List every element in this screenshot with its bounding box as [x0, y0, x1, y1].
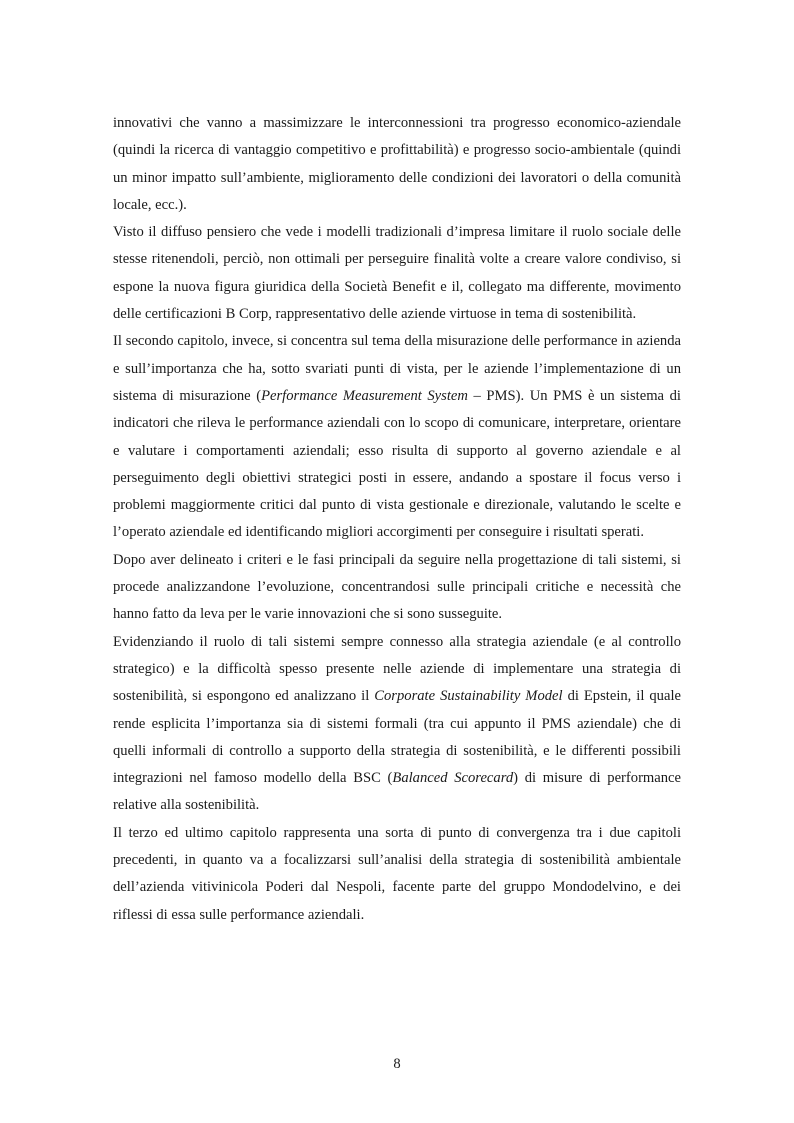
body-text — [113, 110, 681, 929]
csm-term: Corporate Sustainability Model — [374, 688, 563, 705]
paragraph-6: Il terzo ed ultimo capitolo rappresenta una sorta di punto di convergenza tra i due capitoli precedenti, in quanto va a focalizzarsi sull’analisi della strategia di sostenibilità ambientale dell’azienda vitivinicola Poderi dal Nespoli, facente parte del gruppo Mondodelvino, e dei riflessi di essa sulle performance aziendali. — [113, 824, 681, 923]
paragraph-4: Dopo aver delineato i criteri e le fasi principali da seguire nella progettazione di tali sistemi, si procede analizzandone l’evoluzione, concentrandosi sulle principali critiche e necessità che hanno fatto da leva per le varie innovazioni che si sono susseguite. — [113, 551, 681, 623]
paragraph-2: Visto il diffuso pensiero che vede i modelli tradizionali d’impresa limitare il ruolo sociale delle stesse ritenendoli, perciò, non ottimali per perseguire finalità volte a creare valore condiviso, si espone la nuova figura giuridica della Società Benefit e il, collegato ma differente, movimento delle certificazioni B Corp, rappresentativo delle aziende virtuose in tema di sostenibilità. — [113, 224, 681, 323]
paragraph-3 — [113, 328, 681, 546]
paragraph-5-part-a: Evidenziando il ruolo di tali sistemi sempre connesso alla strategia aziendale (e al controllo strategico) e la difficoltà spesso presente nelle aziende di implementare una strategia di sostenibilità, si espongono ed analizzano il — [113, 633, 681, 705]
paragraph-3-part-b: – PMS). Un PMS è un sistema di indicatori che rileva le performance aziendali con lo scopo di comunicare, interpretare, orientare e valutare i comportamenti aziendali; esso risulta di supporto al governo aziendale e al perseguimento degli obiettivi strategici posti in essere, andando a spostare il focus verso i problemi maggiormente critici dal punto di vista gestionale e direzionale, valutando le scelte e l’operato aziendale ed identificando migliori accorgimenti per conseguire i risultati sperati. — [113, 387, 681, 541]
paragraph-5 — [113, 629, 681, 820]
page-number: 8 — [393, 1056, 401, 1072]
pms-term: Performance Measurement System — [261, 387, 468, 404]
bsc-term: Balanced Scorecard — [392, 770, 514, 787]
paragraph-3-part-a: Il secondo capitolo, invece, si concentra sul tema della misurazione delle performance in azienda e sull’importanza che ha, sotto svariati punti di vista, per le aziende l’implementazione di un sistema di misurazione ( — [113, 333, 681, 404]
paragraph-5-part-b: di Epstein, il quale rende esplicita l’importanza sia di sistemi formali (tra cui appunto il PMS aziendale) che di quelli informali di controllo a supporto della strategia di sostenibilità, e le differenti possibili integrazioni nel famoso modello della BSC ( — [113, 688, 681, 787]
paragraph-1: innovativi che vanno a massimizzare le interconnessioni tra progresso economico-aziendale (quindi la ricerca di vantaggio competitivo e profittabilità) e progresso socio-ambientale (quindi un minor impatto sull’ambiente, miglioramento delle condizioni dei lavoratori o della comunità locale, ecc.). — [113, 115, 681, 213]
paragraph-5-part-c: ) di misure di performance relative alla sostenibilità. — [113, 770, 682, 814]
